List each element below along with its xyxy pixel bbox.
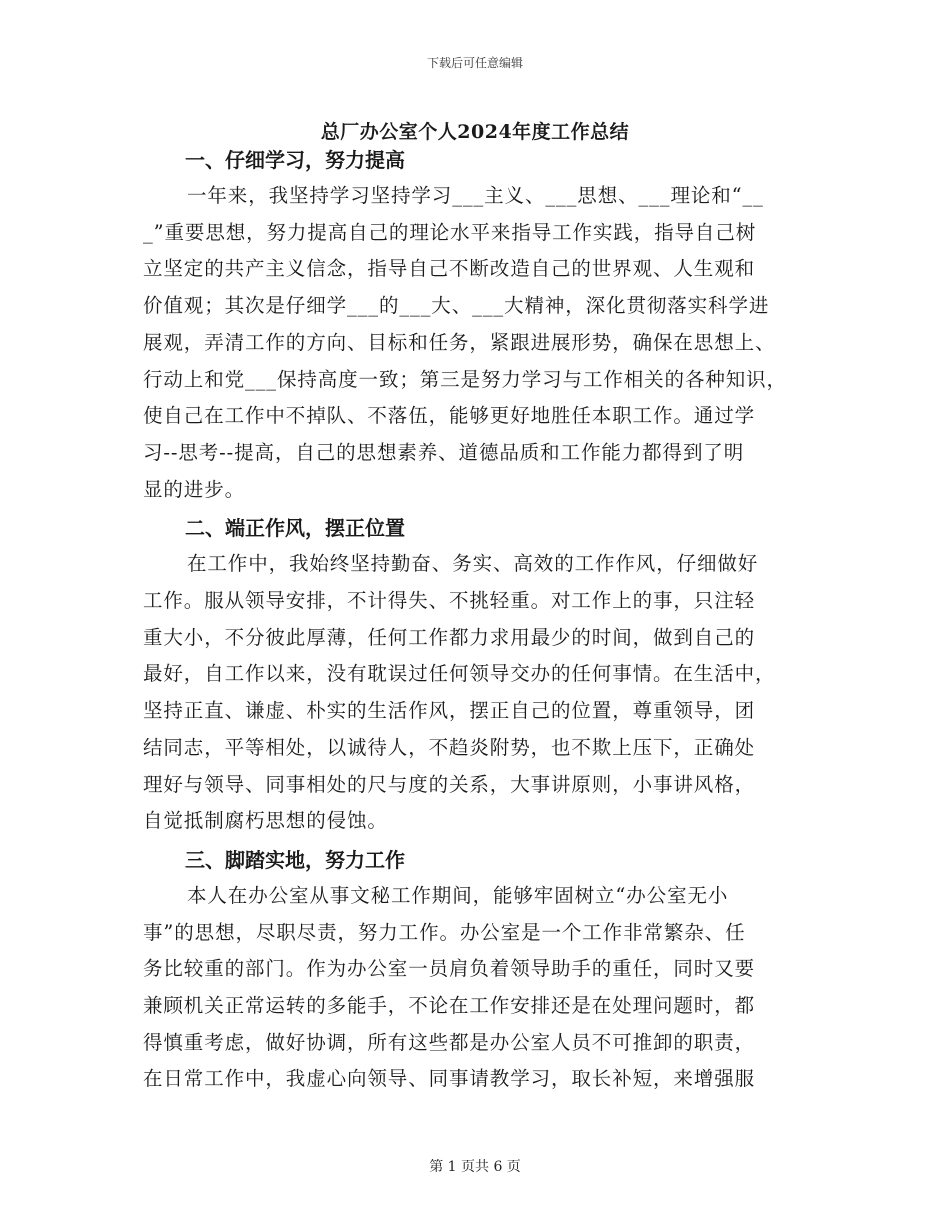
paragraph-line: 理好与领导、同事相处的尺与度的关系，大事讲原则，小事讲风格， [143,772,756,796]
paragraph-line: 兼顾机关正常运转的多能手，不论在工作安排还是在处理问题时，都 [143,994,756,1018]
document-title: 总厂办公室个人2024年度工作总结 [320,121,630,143]
paragraph-line: 工作。服从领导安排，不计得失、不挑轻重。对工作上的事，只注轻 [143,589,756,613]
paragraph-line: 使自己在工作中不掉队、不落伍，能够更好地胜任本职工作。通过学 [143,404,756,428]
section-heading-1: 一、仔细学习，努力提高 [185,148,405,172]
paragraph-line: 习--思考--提高，自己的思想素养、道德品质和工作能力都得到了明 [143,440,745,464]
paragraph-line: 在工作中，我始终坚持勤奋、务实、高效的工作作风，仔细做好 [187,552,759,576]
paragraph-line: 自觉抵制腐朽思想的侵蚀。 [143,809,388,833]
section-heading-3: 三、脚踏实地，努力工作 [185,847,405,872]
section-paragraph-3 [143,878,815,1098]
paragraph-line: 行动上和党___保持高度一致；第三是努力学习与工作相关的各种知识， [143,367,787,391]
paragraph-line: 显的进步。 [143,477,246,501]
paragraph-line: 价值观；其次是仔细学___的___大、___大精神，深化贯彻落实科学进 [143,294,770,318]
paragraph-line: 得慎重考虑，做好协调，所有这些都是办公室人员不可推卸的职责， [143,1030,756,1054]
paragraph-line: 立坚定的共产主义信念，指导自己不断改造自己的世界观、人生观和 [143,257,756,281]
paragraph-line: 展观，弄清工作的方向、目标和任务，紧跟进展形势，确保在思想上、 [143,330,776,354]
header-note: 下载后可任意编辑 [426,56,523,70]
paragraph-line: 事”的思想，尽职尽责，努力工作。办公室是一个工作非常繁杂、任 [143,920,746,944]
section-paragraph-2 [143,546,815,840]
paragraph-line: _”重要思想，努力提高自己的理论水平来指导工作实践，指导自己树 [143,220,757,244]
document-body [143,140,815,1098]
section-paragraph-1 [143,178,815,508]
paragraph-line: 本人在办公室从事文秘工作期间，能够牢固树立“办公室无小 [187,883,729,907]
paragraph-line: 最好，自工作以来，没有耽误过任何领导交办的任何事情。在生活中， [143,662,776,686]
page-footer: 第 1 页共 6 页 [429,1159,521,1175]
paragraph-line: 坚持正直、谦虚、朴实的生活作风，摆正自己的位置，尊重领导，团 [143,699,756,723]
paragraph-line: 务比较重的部门。作为办公室一员肩负着领导助手的重任，同时又要 [143,957,756,981]
paragraph-line: 一年来，我坚持学习坚持学习___主义、___思想、___理论和“__ [187,184,764,207]
paragraph-line: 结同志，平等相处，以诚待人，不趋炎附势，也不欺上压下，正确处 [143,735,756,759]
paragraph-line: 重大小，不分彼此厚薄，任何工作都力求用最少的时间，做到自己的 [143,625,756,649]
section-heading-2: 二、端正作风，摆正位置 [185,516,405,541]
paragraph-line: 在日常工作中，我虚心向领导、同事请教学习，取长补短，来增强服 [143,1067,756,1091]
